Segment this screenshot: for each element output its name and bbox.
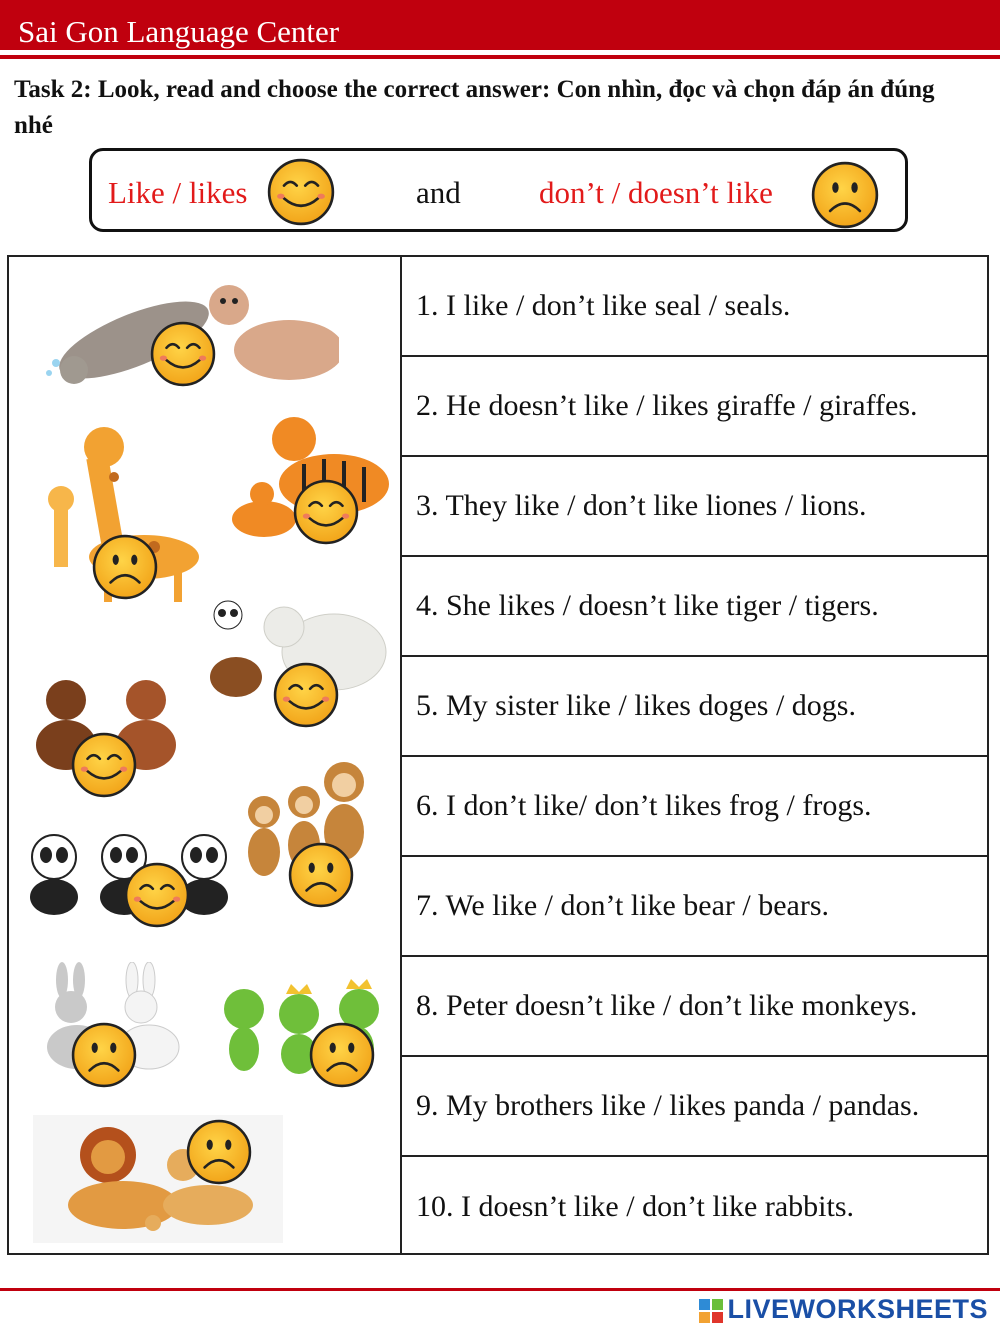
header-divider [0, 55, 1000, 59]
legend-box [89, 148, 908, 232]
sentence-row-5[interactable]: 5. My sister like / likes doges / dogs. [402, 657, 987, 757]
smiley-face-icon [124, 862, 190, 928]
sentence-row-4[interactable]: 4. She likes / doesn’t like tiger / tigers. [402, 557, 987, 657]
sad-face-icon [92, 534, 158, 600]
sentence-row-8[interactable]: 8. Peter doesn’t like / don’t like monkeys. [402, 957, 987, 1057]
sentence-row-6[interactable]: 6. I don’t like/ don’t likes frog / frogs. [402, 757, 987, 857]
sentence-row-2[interactable]: 2. He doesn’t like / likes giraffe / giraffes. [402, 357, 987, 457]
center-name: Sai Gon Language Center [18, 14, 340, 49]
brand-name: LIVEWORKSHEETS [727, 1294, 988, 1324]
smiley-face-icon [267, 158, 335, 226]
sad-face-icon [186, 1119, 252, 1185]
smiley-face-icon [150, 321, 216, 387]
sentence-row-10[interactable]: 10. I doesn’t like / don’t like rabbits. [416, 1190, 855, 1223]
smiley-face-icon [71, 732, 137, 798]
legend-and-label: and [416, 175, 461, 210]
exercise-table [7, 255, 989, 1255]
footer-divider [0, 1288, 1000, 1291]
legend-like-label: Like / likes [108, 175, 248, 210]
smiley-face-icon [273, 662, 339, 728]
picture-column [9, 257, 400, 1253]
sentence-column [402, 257, 987, 1253]
sentence-row-7[interactable]: 7. We like / don’t like bear / bears. [402, 857, 987, 957]
smiley-face-icon [293, 479, 359, 545]
sentence-row-1[interactable]: 1. I like / don’t like seal / seals. [402, 257, 987, 357]
header-bar [0, 0, 1000, 50]
legend-dislike-label: don’t / doesn’t like [539, 175, 773, 210]
sad-face-icon [288, 842, 354, 908]
sad-face-icon [71, 1022, 137, 1088]
sad-face-icon [811, 161, 879, 229]
task-instruction: Task 2: Look, read and choose the correct answer: Con nhìn, đọc và chọn đáp án đúng nhé [14, 76, 935, 139]
sentence-row-3[interactable]: 3. They like / don’t like liones / lions. [402, 457, 987, 557]
sad-face-icon [309, 1022, 375, 1088]
brand-logo[interactable] [699, 1294, 988, 1325]
sentence-row-9[interactable]: 9. My brothers like / likes panda / pandas. [402, 1057, 987, 1157]
liveworksheets-logo-icon [699, 1299, 723, 1323]
